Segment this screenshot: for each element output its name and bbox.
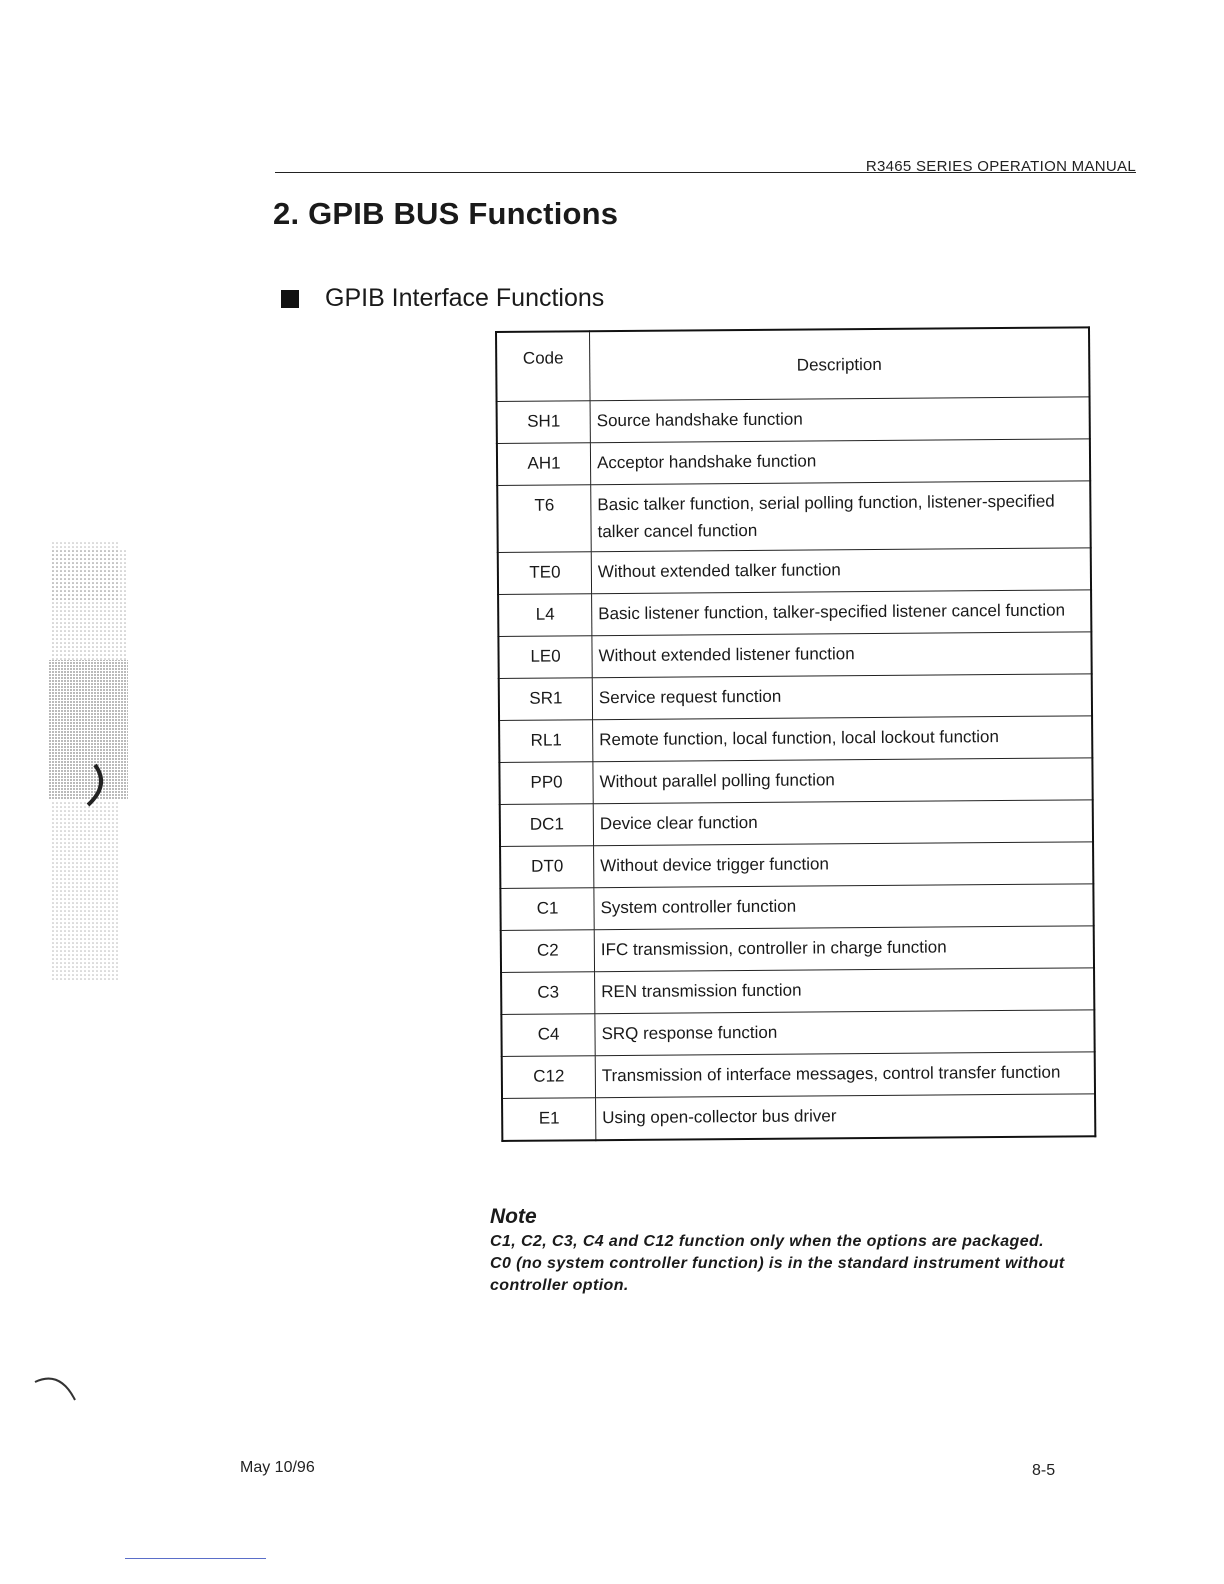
running-head: R3465 SERIES OPERATION MANUAL [865,158,1136,175]
binder-hole-mark [30,1370,90,1410]
note-line: C0 (no system controller function) is in the standard instrument without controller option. [490,1255,1065,1294]
table-row [497,481,1091,553]
table-row [499,674,1092,721]
table-row [501,926,1094,973]
code-cell: C1 [500,888,594,931]
description-cell: REN transmission function [595,968,1095,1014]
code-cell: RL1 [499,720,593,763]
code-cell: C3 [501,972,595,1015]
table-row [501,1010,1094,1057]
note-line: C1, C2, C3, C4 and C12 function only when the options are packaged. [490,1233,1045,1250]
table-row [497,439,1090,486]
note-label: Note [490,1205,537,1228]
square-bullet-icon [281,290,299,308]
code-cell: T6 [497,485,591,553]
note-block [490,1205,1090,1297]
description-cell: Source handshake function [590,397,1090,443]
description-cell: Service request function [592,674,1092,720]
code-cell: AH1 [497,443,591,486]
description-cell: Using open-collector bus driver [596,1094,1096,1140]
table-row [501,968,1094,1015]
description-cell: IFC transmission, controller in charge function [594,926,1094,972]
description-cell: System controller function [594,884,1094,930]
description-cell: Transmission of interface messages, control transfer function [595,1052,1095,1098]
table-row [498,548,1091,595]
code-cell: PP0 [499,762,593,805]
scan-speckle-artifact [40,530,135,1000]
description-cell: Basic talker function, serial polling function, listener-specified talker cancel function [591,481,1091,552]
table-header-row [496,327,1090,401]
table-row [498,632,1091,679]
table-row [500,842,1093,889]
description-cell: Remote function, local function, local lockout function [593,716,1093,762]
footer-page-number: 8-5 [1032,1462,1056,1479]
footer-date: May 10/96 [240,1459,315,1476]
description-cell: Basic listener function, talker-specified listener cancel function [592,590,1092,636]
code-cell: SH1 [497,401,591,444]
column-header-description: Description [590,327,1090,400]
section-heading [281,284,604,313]
description-cell: SRQ response function [595,1010,1095,1056]
table-row [497,397,1090,444]
chapter-title: 2. GPIB BUS Functions [273,196,619,231]
code-cell: DT0 [500,846,594,889]
table-row [500,800,1093,847]
bottom-rule [125,1558,266,1559]
table-row [498,590,1091,637]
description-cell: Without extended listener function [592,632,1092,678]
code-cell: C12 [502,1056,596,1099]
code-cell: L4 [498,594,592,637]
description-cell: Device clear function [593,800,1093,846]
table-row [502,1052,1095,1099]
code-cell: DC1 [500,804,594,847]
code-cell: C2 [501,930,595,973]
table-row [500,884,1093,931]
table-row [499,716,1092,763]
code-cell: SR1 [499,678,593,721]
table-row [502,1094,1095,1141]
code-cell: LE0 [498,636,592,679]
code-cell: E1 [502,1098,596,1141]
section-title: GPIB Interface Functions [325,284,605,312]
description-cell: Without device trigger function [594,842,1094,888]
description-cell: Without extended talker function [591,548,1091,594]
description-cell: Acceptor handshake function [590,439,1090,485]
gpib-functions-table [495,326,1096,1142]
code-cell: C4 [501,1014,595,1057]
description-cell: Without parallel polling function [593,758,1093,804]
table-row [499,758,1092,805]
code-cell: TE0 [498,552,592,595]
column-header-code: Code [496,331,590,401]
